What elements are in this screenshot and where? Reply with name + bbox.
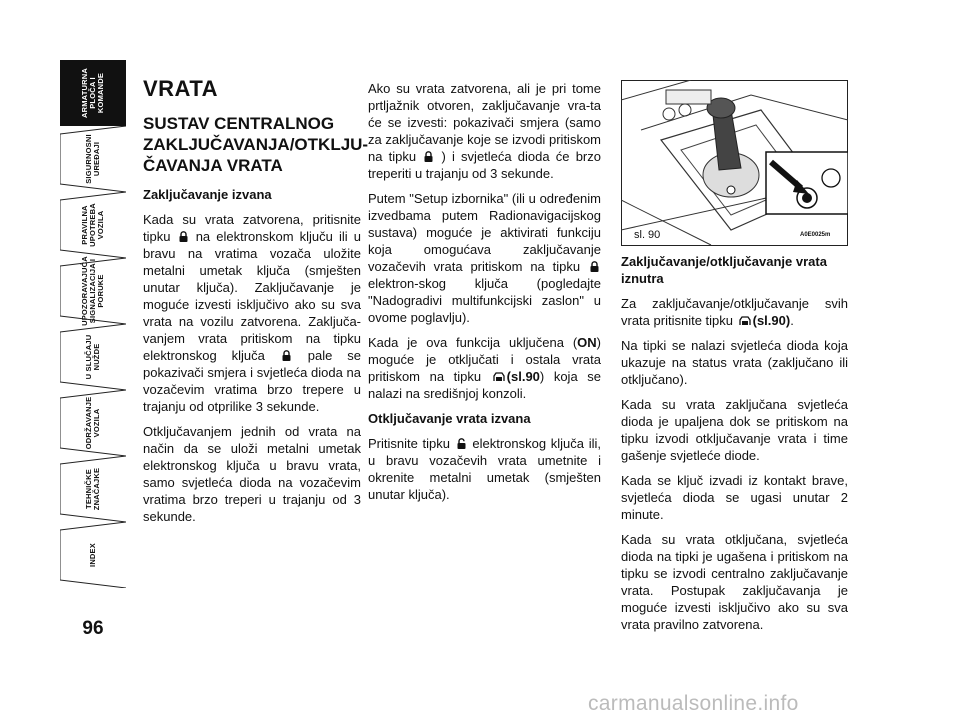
paragraph	[368, 435, 601, 503]
text: Ako su vrata zatvorena, ali je pri tome prtljažnik otvoren, zaključavanje vra-ta će se izvesti: pokazivači smjera (samo za zaključavanje koje se izvodi pritiskom na tipku	[368, 81, 601, 164]
chapter-tab-instruments[interactable]	[60, 60, 126, 126]
chapter-tab-label: SIGURNOSNI UREĐAJI	[84, 134, 101, 184]
chapter-tab-label: INDEX	[88, 543, 97, 567]
chapter-tab-label: U SLUČAJU NUŽDE	[84, 334, 101, 380]
text: Kada su vrata zatvorena, pritisnite tipku	[143, 212, 361, 244]
paragraph: Kada su vrata otključana, svjetleća dioda na tipki je ugašena i pritiskom na tipku se izvodi centralno zaključavanje vrata. Postupak zaključavanja je moguće izvesti isključivo ako su sva vrata pravilno zatvorena.	[621, 532, 848, 632]
chapter-tab-label: ODRŽAVANJE VOZILA	[84, 396, 101, 450]
watermark: carmanualsonline.info	[588, 692, 799, 715]
column-3	[621, 253, 848, 641]
text: elektronskog ključa ili, u bravu vozačevih vrata umetnite i okrenite metalni umetak (smješten unutar ključa).	[368, 436, 601, 502]
subheading-unlock-outside: Otključavanje vrata izvana	[368, 411, 531, 426]
unlock-icon	[457, 438, 466, 449]
text: .	[790, 313, 794, 328]
on-label: ON	[577, 335, 597, 350]
text: na elektronskom ključu ili u bravu na vratima vozača uložite metalni umetak ključa (smješten unutar ključa). Zaključavanje je moguće izvesti isključivo ako su sva vrata na vozilu zatvorena. Zaključa-vanjem vrata pritiskom na tipku elektronskog ključa	[143, 229, 361, 363]
paragraph	[368, 190, 601, 326]
paragraph	[143, 211, 361, 415]
text: ) koja se nalazi na središnjoj konzoli.	[368, 369, 601, 401]
lock-icon	[179, 231, 188, 242]
text: ) i svjetleća dioda će brzo treperiti u trajanju od 3 sekunde.	[368, 149, 601, 181]
subheading-lock-outside: Zaključavanje izvana	[143, 187, 272, 202]
page-title: VRATA	[143, 76, 219, 101]
chapter-tab-label: UPOZORAVAJUĆA SIGNALIZACIJA I PORUKE	[80, 256, 105, 326]
chapter-tab-maintenance[interactable]	[60, 390, 126, 456]
paragraph: Kada su vrata zaključana svjetleća dioda je upaljena dok se pritiskom na tipku izvodi otključavanje vrata i time gašenje svjetleće diode.	[621, 397, 848, 463]
car-door-icon	[493, 371, 505, 382]
figure-ref: (sl.90	[506, 369, 540, 384]
paragraph	[621, 295, 848, 329]
paragraph	[368, 80, 601, 182]
figure-central-console	[621, 80, 848, 246]
subheading-inside: Zaključavanje/otključavanje vrata iznutra	[621, 254, 827, 286]
chapter-tab-label: ARMATURNA PLOČA I KOMANDE	[80, 68, 105, 118]
text: Za zaključavanje/otključavanje svih vrata pritisnite tipku	[621, 296, 848, 328]
column-2	[368, 80, 601, 511]
figure-code: A0E0025m	[800, 232, 831, 238]
paragraph: Na tipki se nalazi svjetleća dioda koja ukazuje na status vrata (zaključano ili otključano).	[621, 338, 848, 387]
chapter-tab-safety[interactable]	[60, 126, 126, 192]
paragraph: Otključavanjem jednih od vrata na način da se uloži metalni umetak elektronskog ključa u bravu vrata, samo svjetleća dioda na vozačevim vratima brzo treperi u trajanju od 3 sekunde.	[143, 424, 361, 524]
chapter-tab-emergency[interactable]	[60, 324, 126, 390]
paragraph: Kada se ključ izvadi iz kontakt brave, svjetleća dioda se ugasi unutar 2 minute.	[621, 473, 848, 522]
chapter-sidebar	[60, 60, 126, 650]
text: Putem "Setup izbornika" (ili u određenim izvedbama putem Radionavigacijskog sustava) moguće je aktivirati funkciju koja omogućava zaključavanje vozačevih vrata pritiskom na tipku	[368, 191, 601, 274]
column-1	[143, 76, 369, 533]
chapter-tab-warnings[interactable]	[60, 258, 126, 324]
lock-icon	[590, 261, 599, 272]
text: Kada je ova funkcija uključena (	[368, 335, 578, 350]
text: elektron-skog ključa (pogledajte "Nadogradivi multifunkcijski zaslon" u ovome poglavlju).	[368, 276, 601, 325]
chapter-tab-index[interactable]	[60, 522, 126, 588]
text: Pritisnite tipku	[368, 436, 450, 451]
chapter-tab-label: PRAVILNA UPOTREBA VOZILA	[80, 203, 105, 247]
car-door-icon	[739, 315, 751, 326]
chapter-tab-technical[interactable]	[60, 456, 126, 522]
lock-icon	[282, 350, 291, 361]
page-number: 96	[82, 618, 104, 639]
chapter-tab-correct-use[interactable]	[60, 192, 126, 258]
text: pale se pokazivači smjera i svjetleća dioda na vozačevim vratima brzo trepere u trajanju od otprilike 3 sekunde.	[143, 348, 361, 414]
lock-icon	[424, 151, 433, 162]
paragraph	[368, 334, 601, 402]
text: ) moguće je otključati i ostala vrata pritiskom na tipku	[368, 335, 601, 384]
section-heading: SUSTAV CENTRALNOG ZAKLJUČAVANJA/OTKLJU-ČAVANJA VRATA	[143, 114, 369, 175]
chapter-tab-label: TEHNIČKE ZNAČAJKE	[84, 467, 101, 511]
figure-caption: sl. 90	[634, 229, 661, 241]
figure-ref: (sl.90)	[752, 313, 791, 328]
